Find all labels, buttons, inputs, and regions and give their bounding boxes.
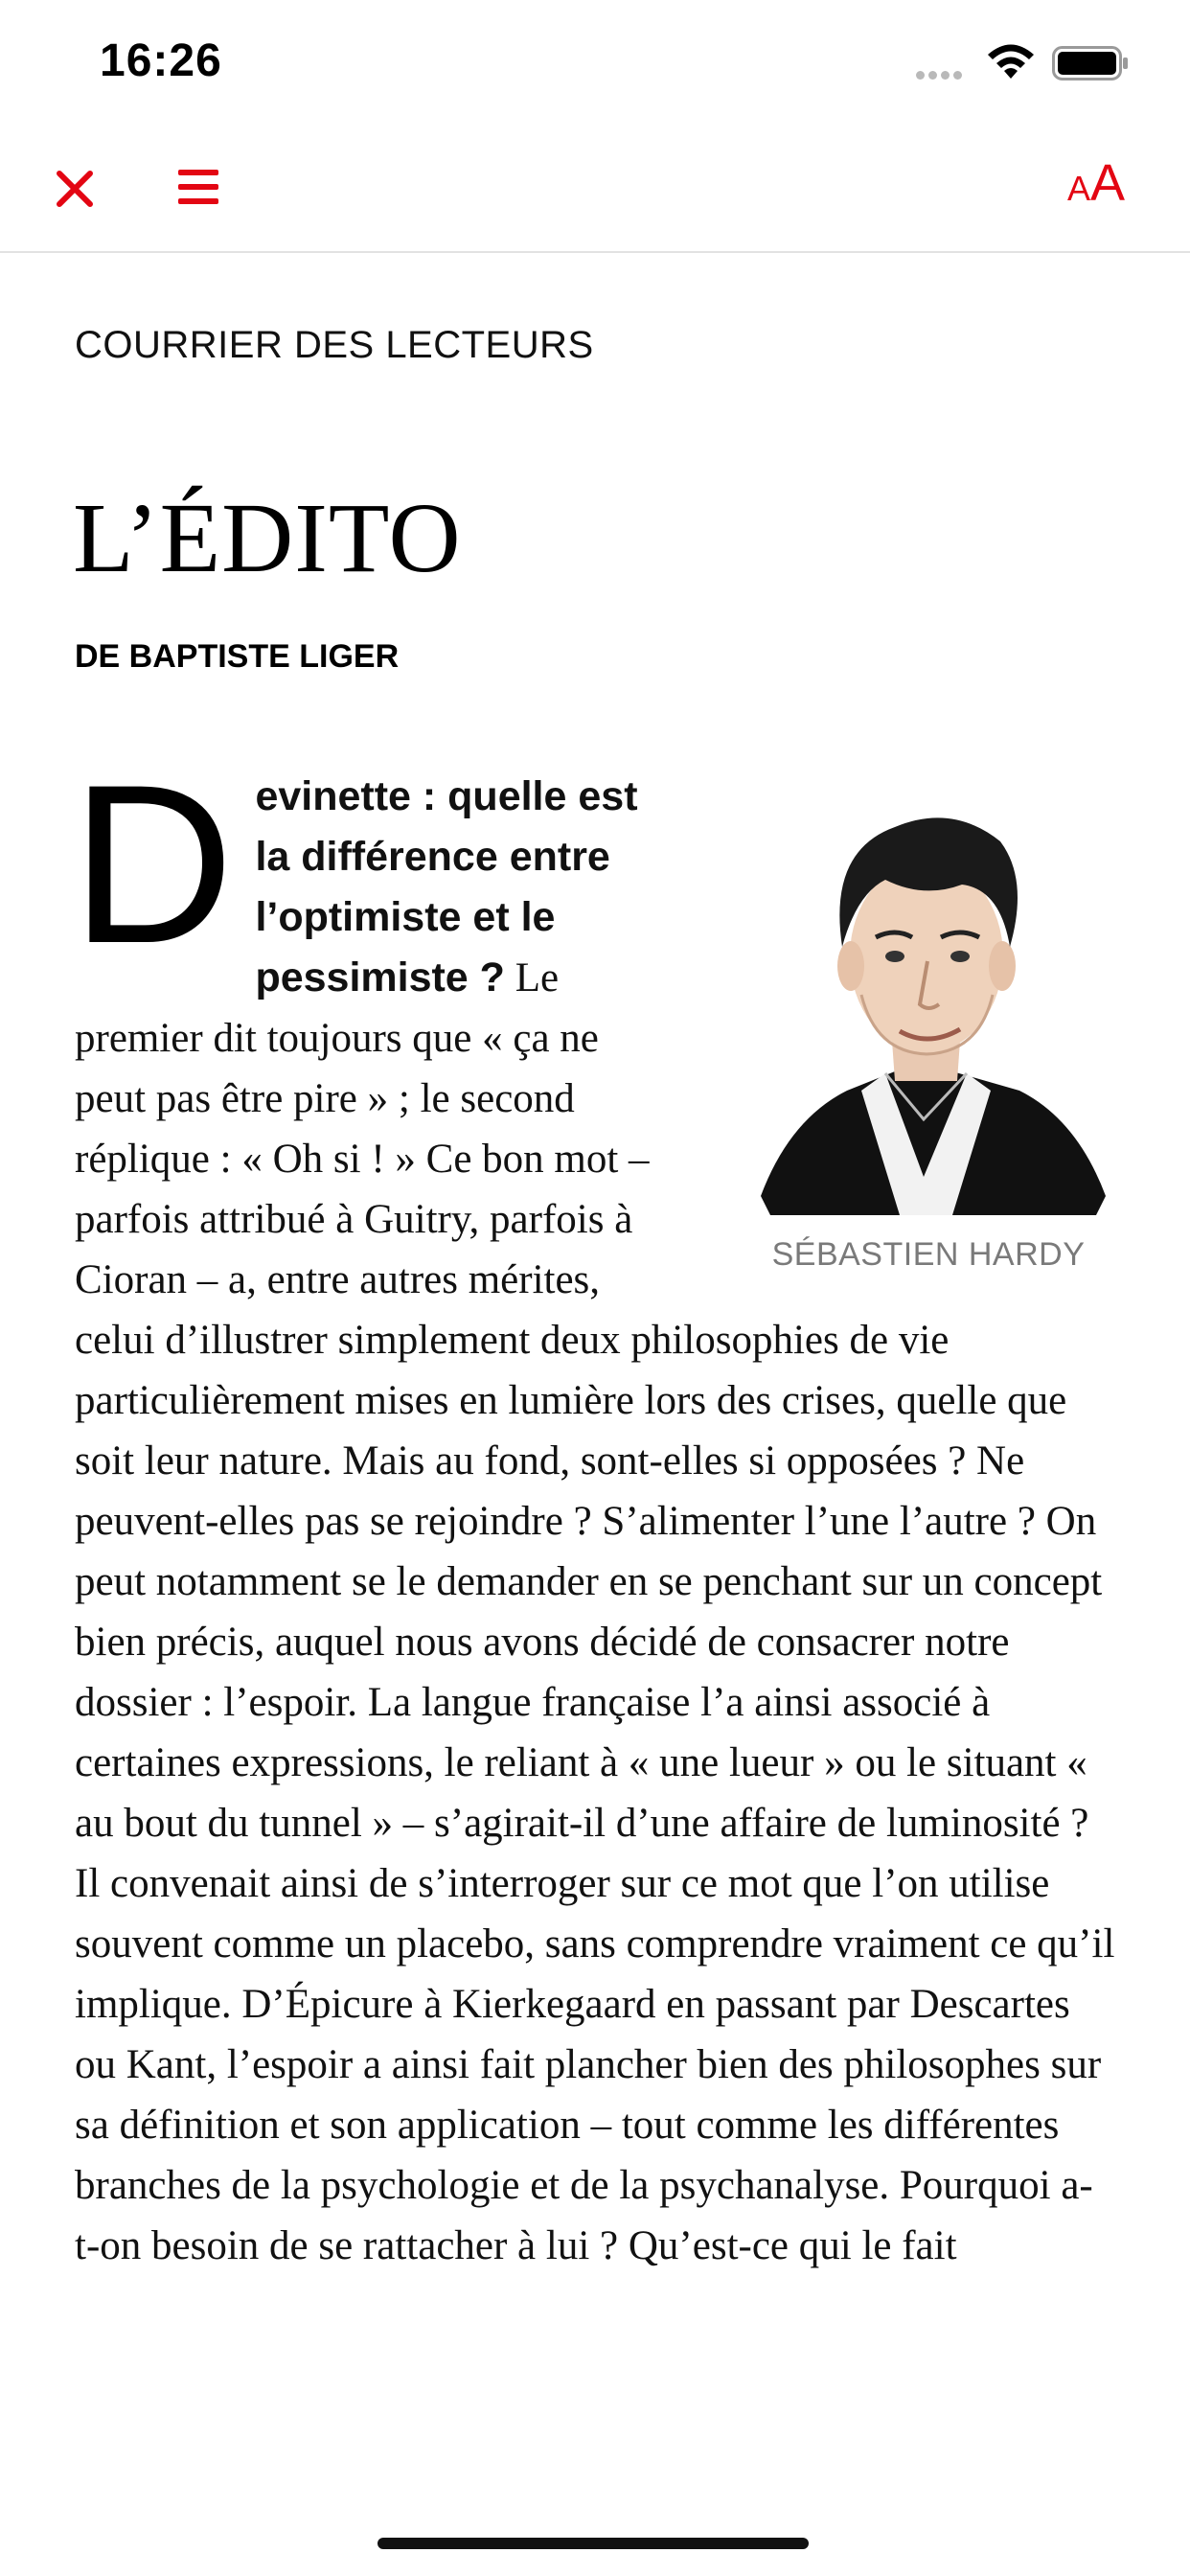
close-icon[interactable]	[54, 168, 96, 210]
wifi-icon	[985, 40, 1037, 82]
status-bar	[0, 0, 1190, 125]
menu-icon[interactable]	[176, 167, 220, 207]
article-body-text: Le premier dit toujours que « ça ne peut pas être pire » ; le second réplique : « Oh si ! » Ce bon mot – parfois attribué à Guitry, parfois à Cioran – a, entre autres mérites, celui d’illustrer simplement deux philosophies de vie particulièrement mises en lumière lors des crises, quelle que soit leur nature. Mais au fond, sont-elles si opposées ? Ne peuvent-elles pas se rejoindre ? S’alimenter l’une l’autre ? On peut notamment se le demander en se penchant sur un concept bien précis, auquel nous avons décidé de consacrer notre dossier : l’espoir. La langue française l’a ainsi associé à certaines expressions, le reliant à « une lueur » ou le situant « au bout du tunnel » – s’agirait-il d’une affaire de luminosité ? Il convenait ainsi de s’interroger sur ce mot que l’on utilise souvent comme un placebo, sans comprendre vraiment ce qu’il implique. D’Épicure à Kierkegaard en passant par Descartes ou Kant, l’espoir a ainsi fait plancher bien des philosophes sur sa définition et son application – tout comme les différentes branches de la psychologie et de la psychanalyse. Pourquoi a-t-on besoin de se rattacher à lui ? Qu’est-ce qui le fait	[75, 955, 1115, 2268]
nav-bar	[0, 125, 1190, 253]
signal-icon	[916, 67, 970, 80]
page-title: L’ÉDITO	[73, 483, 462, 593]
byline: DE BAPTISTE LIGER	[75, 638, 400, 675]
article-lead: evinette : quelle est la différence entre l’optimiste et le pessimiste ?	[255, 773, 638, 1000]
section-label: COURRIER DES LECTEURS	[75, 324, 594, 366]
font-size-small-label: A	[1067, 169, 1091, 208]
status-time: 16:26	[100, 35, 222, 86]
image-credit: SÉBASTIEN HARDY	[771, 1236, 1086, 1273]
article-body	[71, 738, 1115, 2276]
home-indicator	[378, 2538, 809, 2549]
drop-cap: D	[71, 738, 235, 991]
battery-icon	[1052, 46, 1129, 80]
font-size-button[interactable]	[1067, 153, 1125, 220]
font-size-big-label: A	[1090, 154, 1126, 212]
